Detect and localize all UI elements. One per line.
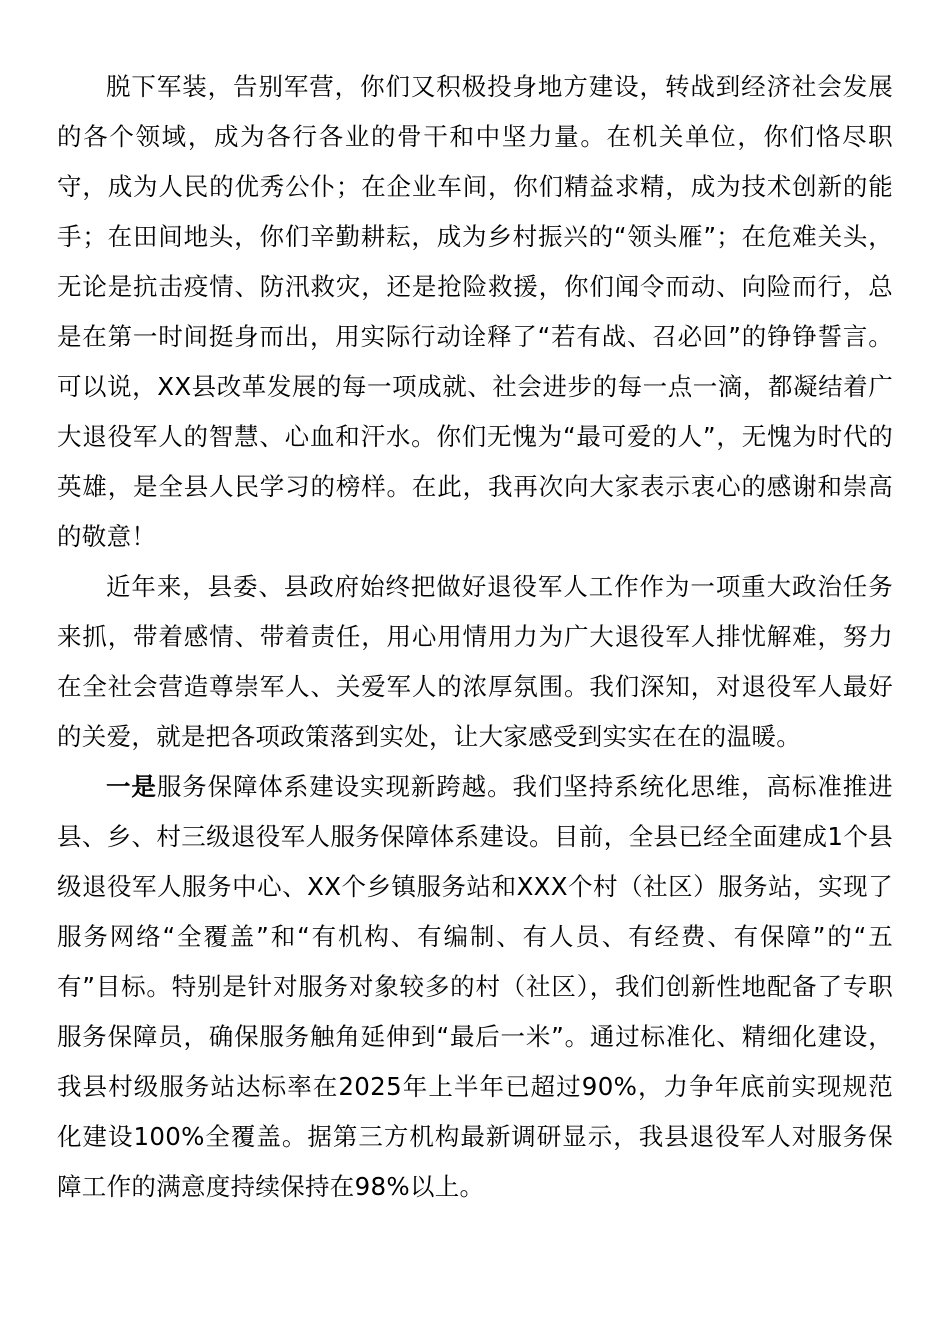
document-page xyxy=(57,62,893,1212)
paragraph-county-efforts xyxy=(57,562,893,762)
paragraph-text: 近年来，县委、县政府始终把做好退役军人工作作为一项重大政治任务来抓，带着感情、带着责任，用心用情用力为广大退役军人排忧解难，努力在全社会营造尊崇军人、关爱军人的浓厚氛围。我们深知，对退役军人最好的关爱，就是把各项政策落到实处，让大家感受到实实在在的温暖。 xyxy=(57,572,893,751)
paragraph-text: 脱下军装，告别军营，你们又积极投身地方建设，转战到经济社会发展的各个领域，成为各行各业的骨干和中坚力量。在机关单位，你们恪尽职守，成为人民的优秀公仆；在企业车间，你们精益求精，成为技术创新的能手；在田间地头，你们辛勤耕耘，成为乡村振兴的“领头雁”；在危难关头，无论是抗击疫情、防汛救灾，还是抢险救援，你们闻令而动、向险而行，总是在第一时间挺身而出，用实际行动诠释了“若有战、召必回”的铮铮誓言。可以说，XX县改革发展的每一项成就、社会进步的每一点一滴，都凝结着广大退役军人的智慧、心血和汗水。你们无愧为“最可爱的人”，无愧为时代的英雄，是全县人民学习的榜样。在此，我再次向大家表示衷心的感谢和崇高的敬意！ xyxy=(57,72,893,551)
paragraph-service-system xyxy=(57,762,893,1212)
paragraph-text: 服务保障体系建设实现新跨越。我们坚持系统化思维，高标准推进县、乡、村三级退役军人服务保障体系建设。目前，全县已经全面建成1个县级退役军人服务中心、XX个乡镇服务站和XXX个村（社区）服务站，实现了服务网络“全覆盖”和“有机构、有编制、有人员、有经费、有保障”的“五有”目标。特别是针对服务对象较多的村（社区），我们创新性地配备了专职服务保障员，确保服务触角延伸到“最后一米”。通过标准化、精细化建设，我县村级服务站达标率在2025年上半年已超过90%，力争年底前实现规范化建设100%全覆盖。据第三方机构最新调研显示，我县退役军人对服务保障工作的满意度持续保持在98%以上。 xyxy=(57,772,893,1201)
paragraph-lead-bold: 一是 xyxy=(106,772,157,801)
paragraph-veterans-contribution xyxy=(57,62,893,562)
